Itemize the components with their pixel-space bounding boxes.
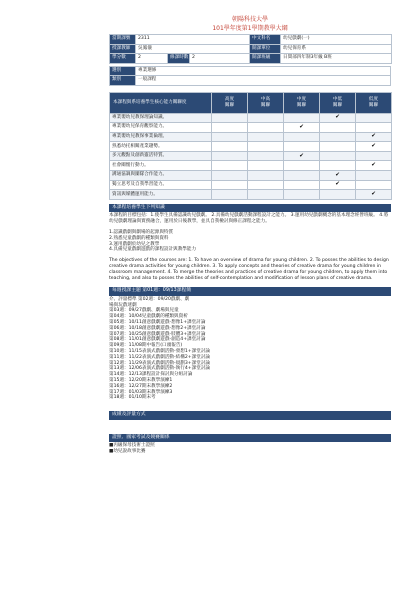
- ability-row: [110, 123, 392, 133]
- schedule-heading: 每週授課主題 第01週：09/13課程簡: [109, 287, 391, 296]
- department-value: 幼兒保育系: [281, 44, 392, 54]
- ability-level-cell: [212, 132, 248, 142]
- ability-header-row: [110, 92, 392, 113]
- ability-level-cell: [248, 113, 284, 123]
- check-icon: ✔: [335, 114, 340, 121]
- course-code-value: 2311: [136, 35, 250, 45]
- class-label: 開課班級: [250, 54, 281, 64]
- schedule-week: 第14週：12/13課程設計探討與分組討論: [109, 372, 193, 378]
- ability-level-cell: [212, 113, 248, 123]
- ability-level-cell: [212, 180, 248, 190]
- ability-level-cell: [284, 180, 320, 190]
- grading-heading: 成績及評量方式: [109, 411, 391, 420]
- objectives-section: [109, 212, 391, 281]
- ability-name: 獨立思考及自我學習能力。: [110, 180, 212, 190]
- schedule-week: 第07週：10/25創意戲劇遊戲-肢體3+課堂討論: [109, 331, 206, 337]
- ability-row: [110, 113, 392, 123]
- ability-level-cell: [248, 123, 284, 133]
- ability-level-cell: [284, 171, 320, 181]
- ability-level-cell: [356, 132, 392, 142]
- check-icon: ✔: [371, 190, 376, 197]
- ability-level-cell: [284, 132, 320, 142]
- schedule-week: 第06週：10/18創意戲劇遊戲-想像2+課堂討論: [109, 325, 206, 331]
- ability-level-cell: [356, 142, 392, 152]
- ability-level-cell: [248, 161, 284, 171]
- ability-level-cell: [320, 171, 356, 181]
- check-icon: ✔: [371, 133, 376, 140]
- ability-level-cell: [320, 151, 356, 161]
- schedule-week: 第13週：12/06表演式戲劇活動-執行4+課堂討論: [109, 366, 211, 372]
- level-header: 中度 關聯: [284, 92, 320, 113]
- ability-level-cell: [212, 142, 248, 152]
- teacher-value: 吳鳳儀: [136, 44, 250, 54]
- ability-level-cell: [284, 113, 320, 123]
- ability-level-cell: [356, 180, 392, 190]
- ability-level-cell: [356, 123, 392, 133]
- ability-level-cell: [284, 161, 320, 171]
- objective-item: 2.熟悉兒童戲劇的種類與資料: [109, 235, 169, 241]
- course-info-table: [109, 34, 392, 64]
- cert-item: ■幼兒說故事比賽: [109, 448, 146, 454]
- ability-row: [110, 161, 392, 171]
- objective-item: 1.認識戲劇與劇場的起源與特質: [109, 229, 174, 235]
- course-code-label: 當期課號: [110, 35, 136, 45]
- ability-header-title: 本課程與系培養學生核心能力關聯度: [110, 92, 212, 113]
- ability-level-cell: [356, 190, 392, 200]
- schedule-week: 第16週：12/27期末教學演練2: [109, 383, 173, 389]
- ability-level-cell: [320, 180, 356, 190]
- ability-level-cell: [284, 151, 320, 161]
- schedule-week: 第11週：11/22表演式戲劇活動-結構2+課堂討論: [109, 354, 211, 360]
- teacher-label: 授課教師: [110, 44, 136, 54]
- level-header: 中低 關聯: [320, 92, 356, 113]
- schedule-week: 第03週：09/27戲劇、劇場與兒童: [109, 308, 179, 314]
- ability-level-cell: [320, 161, 356, 171]
- ability-level-cell: [248, 180, 284, 190]
- ability-row: [110, 132, 392, 142]
- schedule-week: 第10週：11/15表演式戲劇活動-發想1+課堂討論: [109, 348, 211, 354]
- objective-item: 3.運用戲劇於幼兒之教學: [109, 241, 160, 247]
- info-row: [110, 54, 392, 64]
- school-name: 朝陽科技大學: [231, 16, 268, 23]
- certs-list: [109, 442, 391, 455]
- elective-label: 選別: [110, 66, 136, 76]
- ability-name: 溝通協調與團隊合作能力。: [110, 171, 212, 181]
- check-icon: ✔: [299, 123, 304, 130]
- certs-heading: 證照、國家考試及競賽關係: [109, 434, 391, 443]
- ability-row: [110, 180, 392, 190]
- ability-name: 專業嬰幼兒保育觀察能力。: [110, 123, 212, 133]
- ability-level-cell: [284, 123, 320, 133]
- check-icon: ✔: [371, 162, 376, 169]
- level-header: 低度 關聯: [356, 92, 392, 113]
- objectives-en: The objectives of the courses are: 1. To have an overview of drama for young children. 2. To posses the abilities to design creative drama activities for young children. 3. To apply concepts and theories of creative drama for young children in classroom management. 4. To merge the theories and practices of creative drama for young children, to apply them into teaching, and also to posses the abilities of self-contemplation and modification of lesson plans of creative drama.: [109, 258, 389, 281]
- semester-title: 101學年度第1學期教學大綱: [212, 25, 288, 32]
- ability-level-cell: [212, 190, 248, 200]
- elective-value: 專業選修: [136, 66, 391, 76]
- ability-level-cell: [356, 161, 392, 171]
- schedule-week: 第18週：01/10期末考: [109, 395, 156, 401]
- ability-level-cell: [248, 151, 284, 161]
- schedule-week: 第17週：01/03期末教學演練3: [109, 389, 173, 395]
- ability-name: 專業嬰幼兒教保事業倫理。: [110, 132, 212, 142]
- ability-name: 資訊與媒體運用能力。: [110, 190, 212, 200]
- objectives-heading: 本課程培養學生下列知識: [109, 204, 391, 213]
- schedule-week: 場與玩戲迷劇: [109, 302, 137, 308]
- ability-level-cell: [356, 151, 392, 161]
- ability-level-cell: [320, 190, 356, 200]
- ability-name: 社會關懷行動力。: [110, 161, 212, 171]
- ability-level-cell: [320, 113, 356, 123]
- info-row: [110, 76, 391, 86]
- ability-level-cell: [248, 142, 284, 152]
- ability-name: 專業嬰幼兒教保理論知識。: [110, 113, 212, 123]
- schedule-week: 第12週：11/29表演式戲劇活動-規劃3+課堂討論: [109, 360, 211, 366]
- objectives-zh: 本課程的目標包括：1.使學生具備認識幼兒戲劇。 2.具備幼兒戲劇活動課程設計之能力。 3.運用幼兒戲劇概念的基本理念經營班級。 4.將幼兒戲劇理論與實務融合，運用於日後教學，並具自我檢討與修正課程之能力。: [109, 213, 389, 225]
- ability-rows: [110, 113, 392, 199]
- level-header: 中高 關聯: [248, 92, 284, 113]
- check-icon: ✔: [371, 143, 376, 149]
- ability-row: [110, 142, 392, 152]
- hours-value: 2: [190, 54, 250, 64]
- schedule-week: 第15週：12/20期末教學演練1: [109, 377, 173, 383]
- ability-level-cell: [248, 190, 284, 200]
- ability-level-cell: [320, 132, 356, 142]
- schedule-list: [109, 296, 391, 401]
- level-header: 高度 關聯: [212, 92, 248, 113]
- credits-value: 2: [136, 54, 168, 64]
- ability-level-cell: [212, 161, 248, 171]
- ability-name: 熟悉幼托相關產業趨勢。: [110, 142, 212, 152]
- check-icon: ✔: [299, 152, 304, 159]
- info-row: [110, 35, 392, 45]
- course-type-table: [109, 66, 391, 86]
- info-row: [110, 44, 392, 54]
- credits-label: 學分數: [110, 54, 136, 64]
- schedule-week: 第04週：10/04兒童戲劇的種類與資析: [109, 314, 188, 320]
- ability-level-cell: [212, 123, 248, 133]
- schedule-week: 第05週：10/11創意戲劇遊戲-想像1+課堂討論: [109, 320, 206, 325]
- category-value: 一般課程: [136, 76, 391, 86]
- ability-level-cell: [212, 151, 248, 161]
- syllabus-content: [109, 15, 391, 455]
- ability-level-cell: [320, 142, 356, 152]
- schedule-week: 第08週：11/01創意戲劇遊戲-創造4+課堂討論: [109, 337, 206, 343]
- ability-row: [110, 190, 392, 200]
- ability-level-cell: [248, 132, 284, 142]
- category-label: 類別: [110, 76, 136, 86]
- info-row: [110, 66, 391, 76]
- check-icon: ✔: [335, 181, 340, 188]
- check-icon: ✔: [335, 171, 340, 178]
- ability-row: [110, 171, 392, 181]
- core-ability-table: [109, 92, 392, 200]
- ability-level-cell: [212, 171, 248, 181]
- schedule-week: 第09週：11/08期中報告(口頭報告): [109, 343, 183, 349]
- cert-item: ■丙級保母技術士證照: [109, 443, 155, 449]
- course-name-value: 幼兒戲劇(一): [281, 35, 392, 45]
- objective-item: 4.具備兒童戲劇遊戲的課程設計與教學能力: [109, 247, 197, 253]
- class-value: 日間部四年制3年級 B班: [281, 54, 392, 64]
- department-label: 開課單位: [250, 44, 281, 54]
- ability-level-cell: [284, 142, 320, 152]
- ability-level-cell: [356, 171, 392, 181]
- ability-level-cell: [356, 113, 392, 123]
- ability-level-cell: [248, 171, 284, 181]
- ability-row: [110, 151, 392, 161]
- hours-label: 修課時數: [168, 54, 190, 64]
- schedule-week: 介、評量標準 第02週：09/20戲劇、劇: [109, 296, 190, 302]
- ability-name: 多元觀點及創新靈活特質。: [110, 151, 212, 161]
- ability-level-cell: [320, 123, 356, 133]
- course-name-label: 中文科名: [250, 35, 281, 45]
- ability-level-cell: [284, 190, 320, 200]
